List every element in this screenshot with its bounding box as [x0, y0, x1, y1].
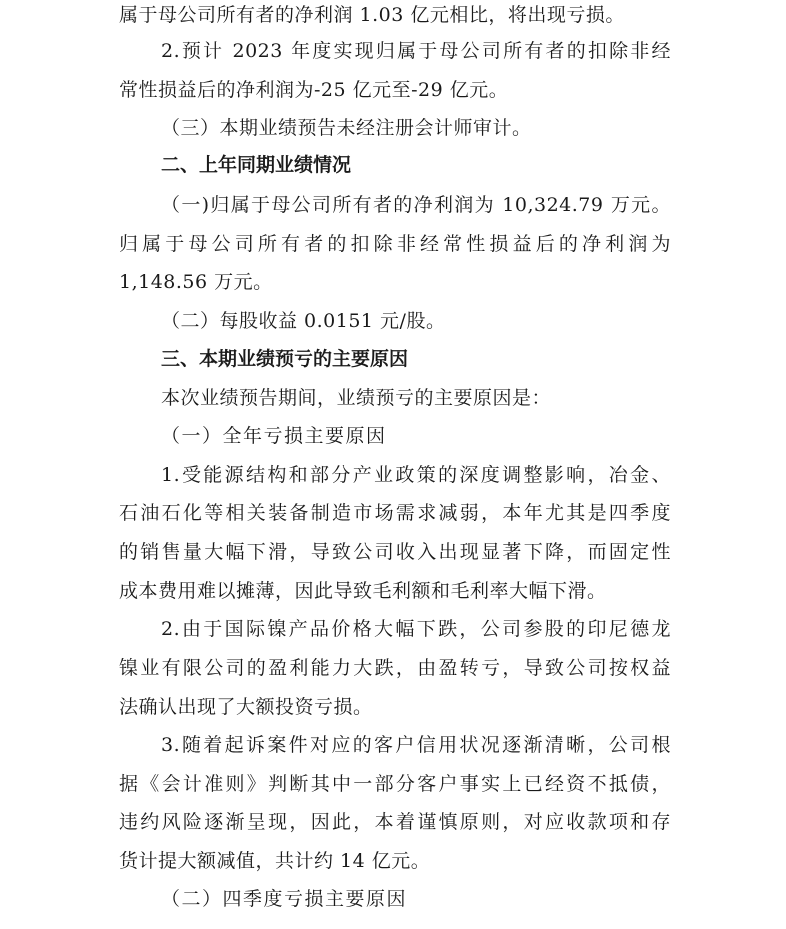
text-line: 本次业绩预告期间，业绩预亏的主要原因是： [161, 387, 552, 409]
text-line: 1,148.56 万元。 [119, 271, 273, 293]
subsection-heading: （二）四季度亏损主要原因 [161, 888, 408, 910]
text-line: 据《会计准则》判断其中一部分客户事实上已经资不抵债， [119, 773, 671, 795]
text-line: 镍业有限公司的盈利能力大跌，由盈转亏，导致公司按权益 [119, 657, 671, 679]
text-line: 法确认出现了大额投资亏损。 [119, 696, 373, 718]
text-line: 货计提大额减值，共计约 14 亿元。 [119, 850, 431, 872]
text-line: （三）本期业绩预告未经注册会计师审计。 [161, 117, 532, 139]
text-line: 的销售量大幅下滑，导致公司收入出现显著下降，而固定性 [119, 541, 671, 563]
text-line: 2.预计 2023 年度实现归属于母公司所有者的扣除非经 [161, 40, 671, 62]
text-line: 违约风险逐渐呈现，因此，本着谨慎原则，对应收款项和存 [119, 811, 671, 833]
section-heading: 二、上年同期业绩情况 [161, 154, 352, 176]
text-line: 常性损益后的净利润为-25 亿元至-29 亿元。 [119, 79, 509, 101]
text-line: 2.由于国际镍产品价格大幅下跌，公司参股的印尼德龙 [161, 618, 671, 640]
text-line: 属于母公司所有者的净利润 1.03 亿元相比，将出现亏损。 [119, 4, 625, 26]
text-line: （一)归属于母公司所有者的净利润为 10,324.79 万元。 [161, 194, 671, 216]
section-heading: 三、本期业绩预亏的主要原因 [161, 348, 409, 370]
subsection-heading: （一）全年亏损主要原因 [161, 425, 387, 447]
text-line: 成本费用难以摊薄，因此导致毛利额和毛利率大幅下滑。 [119, 580, 607, 602]
text-line: 归属于母公司所有者的扣除非经常性损益后的净利润为 [119, 233, 671, 255]
text-line: （二）每股收益 0.0151 元/股。 [161, 310, 446, 332]
text-line: 3.随着起诉案件对应的客户信用状况逐渐清晰，公司根 [161, 734, 671, 756]
text-line: 石油石化等相关装备制造市场需求减弱，本年尤其是四季度 [119, 502, 671, 524]
text-line: 1.受能源结构和部分产业政策的深度调整影响，冶金、 [161, 464, 671, 486]
